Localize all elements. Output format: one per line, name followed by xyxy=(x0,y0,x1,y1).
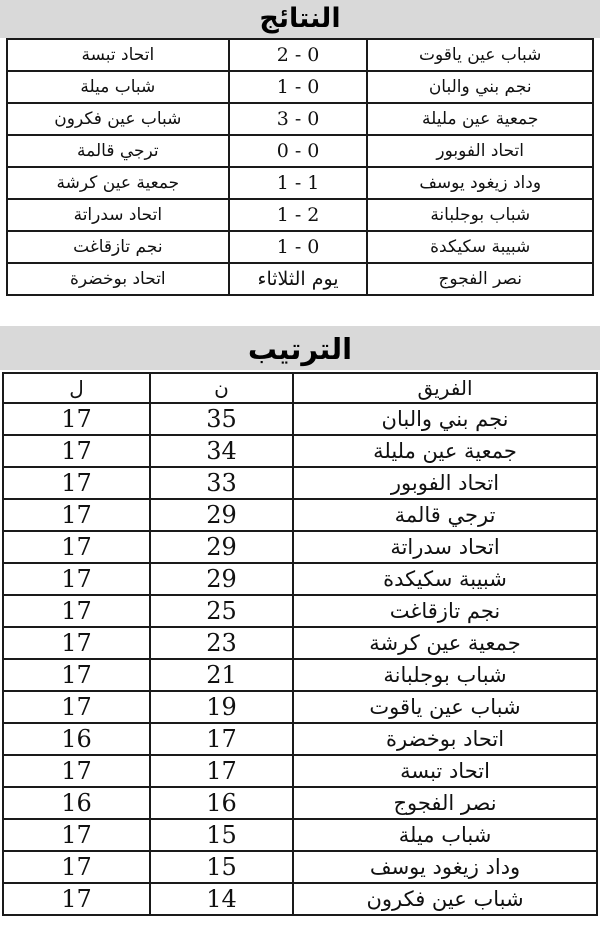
team-name: شباب عين ياقوت xyxy=(293,691,597,723)
team-played: 17 xyxy=(3,403,150,435)
team-played: 17 xyxy=(3,563,150,595)
result-row xyxy=(7,103,593,135)
team-points: 23 xyxy=(150,627,293,659)
standings-row xyxy=(3,851,597,883)
match-score: 0 - 3 xyxy=(229,103,368,135)
standings-row xyxy=(3,467,597,499)
team-points: 15 xyxy=(150,851,293,883)
result-row xyxy=(7,263,593,295)
home-team: نجم بني والبان xyxy=(367,71,593,103)
standings-table xyxy=(2,372,598,916)
away-team: شباب عين فكرون xyxy=(7,103,229,135)
team-name: جمعية عين مليلة xyxy=(293,435,597,467)
result-row xyxy=(7,71,593,103)
home-team: جمعية عين مليلة xyxy=(367,103,593,135)
match-score: 0 - 2 xyxy=(229,39,368,71)
away-team: ترجي قالمة xyxy=(7,135,229,167)
team-played: 17 xyxy=(3,531,150,563)
home-team: وداد زيغود يوسف xyxy=(367,167,593,199)
team-points: 29 xyxy=(150,563,293,595)
result-row xyxy=(7,167,593,199)
result-row xyxy=(7,199,593,231)
team-points: 35 xyxy=(150,403,293,435)
header-points: ن xyxy=(150,373,293,403)
match-score: 0 - 0 xyxy=(229,135,368,167)
team-name: نصر الفجوج xyxy=(293,787,597,819)
results-title: النتائج xyxy=(0,0,600,38)
team-name: نجم تازقاغت xyxy=(293,595,597,627)
match-score: 0 - 1 xyxy=(229,231,368,263)
team-name: شباب ميلة xyxy=(293,819,597,851)
standings-row xyxy=(3,819,597,851)
team-played: 17 xyxy=(3,755,150,787)
team-points: 16 xyxy=(150,787,293,819)
match-score: يوم الثلاثاء xyxy=(229,263,368,295)
team-points: 21 xyxy=(150,659,293,691)
team-points: 17 xyxy=(150,723,293,755)
team-played: 16 xyxy=(3,787,150,819)
home-team: شباب بوجلبانة xyxy=(367,199,593,231)
results-table xyxy=(6,38,594,296)
match-score: 1 - 1 xyxy=(229,167,368,199)
team-played: 17 xyxy=(3,435,150,467)
match-score: 2 - 1 xyxy=(229,199,368,231)
team-played: 17 xyxy=(3,883,150,915)
standings-row xyxy=(3,883,597,915)
away-team: اتحاد تبسة xyxy=(7,39,229,71)
team-played: 17 xyxy=(3,627,150,659)
team-name: نجم بني والبان xyxy=(293,403,597,435)
team-points: 19 xyxy=(150,691,293,723)
match-score: 0 - 1 xyxy=(229,71,368,103)
header-played: ل xyxy=(3,373,150,403)
home-team: نصر الفجوج xyxy=(367,263,593,295)
team-points: 14 xyxy=(150,883,293,915)
standings-row xyxy=(3,563,597,595)
away-team: اتحاد سدراتة xyxy=(7,199,229,231)
home-team: شبيبة سكيكدة xyxy=(367,231,593,263)
standings-row xyxy=(3,659,597,691)
result-row xyxy=(7,39,593,71)
team-name: شباب عين فكرون xyxy=(293,883,597,915)
result-row xyxy=(7,231,593,263)
standings-row xyxy=(3,755,597,787)
standings-row xyxy=(3,435,597,467)
standings-row xyxy=(3,499,597,531)
team-name: اتحاد سدراتة xyxy=(293,531,597,563)
standings-row xyxy=(3,403,597,435)
team-points: 33 xyxy=(150,467,293,499)
home-team: اتحاد الفوبور xyxy=(367,135,593,167)
team-played: 17 xyxy=(3,851,150,883)
team-points: 25 xyxy=(150,595,293,627)
team-name: شبيبة سكيكدة xyxy=(293,563,597,595)
standings-header-row xyxy=(3,373,597,403)
standings-body xyxy=(3,403,597,915)
team-name: وداد زيغود يوسف xyxy=(293,851,597,883)
team-played: 17 xyxy=(3,819,150,851)
team-points: 34 xyxy=(150,435,293,467)
standings-row xyxy=(3,691,597,723)
standings-row xyxy=(3,787,597,819)
away-team: جمعية عين كرشة xyxy=(7,167,229,199)
team-points: 29 xyxy=(150,499,293,531)
results-body xyxy=(7,39,593,295)
team-played: 17 xyxy=(3,659,150,691)
team-played: 16 xyxy=(3,723,150,755)
team-points: 29 xyxy=(150,531,293,563)
standings-row xyxy=(3,723,597,755)
team-played: 17 xyxy=(3,595,150,627)
team-name: اتحاد الفوبور xyxy=(293,467,597,499)
team-name: اتحاد بوخضرة xyxy=(293,723,597,755)
standings-title: الترتيب xyxy=(0,326,600,370)
team-played: 17 xyxy=(3,467,150,499)
header-team: الفريق xyxy=(293,373,597,403)
team-name: جمعية عين كرشة xyxy=(293,627,597,659)
standings-row xyxy=(3,531,597,563)
away-team: اتحاد بوخضرة xyxy=(7,263,229,295)
team-points: 15 xyxy=(150,819,293,851)
team-points: 17 xyxy=(150,755,293,787)
standings-row xyxy=(3,595,597,627)
away-team: نجم تازقاغت xyxy=(7,231,229,263)
team-name: اتحاد تبسة xyxy=(293,755,597,787)
away-team: شباب ميلة xyxy=(7,71,229,103)
team-played: 17 xyxy=(3,691,150,723)
home-team: شباب عين ياقوت xyxy=(367,39,593,71)
team-name: ترجي قالمة xyxy=(293,499,597,531)
team-played: 17 xyxy=(3,499,150,531)
standings-row xyxy=(3,627,597,659)
team-name: شباب بوجلبانة xyxy=(293,659,597,691)
result-row xyxy=(7,135,593,167)
